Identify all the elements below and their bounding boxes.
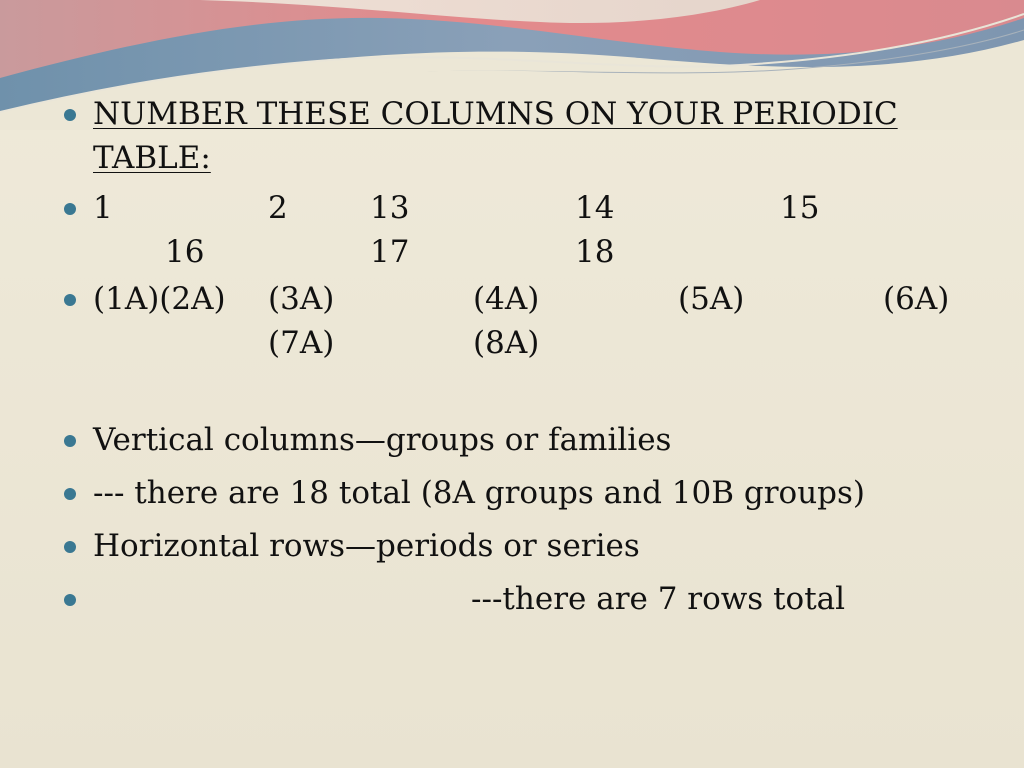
bullet-seven-rows — [64, 577, 984, 621]
group-number: 2 — [268, 190, 288, 226]
numbers-line-1 — [93, 186, 984, 230]
group-number: 15 — [780, 190, 820, 226]
group-label: (6A) — [883, 281, 950, 317]
group-label: (1A)(2A) — [93, 281, 226, 317]
group-label: (7A) — [268, 325, 335, 361]
bullet-group-letters — [64, 277, 984, 365]
group-label: (8A) — [473, 325, 540, 361]
bullet-eighteen-total: --- there are 18 total (8A groups and 10B groups) — [64, 471, 984, 515]
groups-line-1 — [93, 277, 984, 321]
bullet-horizontal-rows: Horizontal rows—periods or series — [64, 524, 984, 568]
group-label: (4A) — [473, 281, 540, 317]
group-number: 14 — [575, 190, 615, 226]
group-number: 18 — [575, 234, 615, 270]
group-label: (5A) — [678, 281, 745, 317]
group-number: 16 — [165, 234, 205, 270]
slide-content — [64, 92, 984, 630]
bullet-group-numbers — [64, 186, 984, 274]
numbers-line-2 — [93, 230, 984, 274]
bullet-title — [64, 92, 984, 180]
title-line-1: NUMBER THESE COLUMNS ON YOUR PERIODIC — [93, 96, 898, 132]
group-number: 13 — [370, 190, 410, 226]
bullet-vertical-columns: Vertical columns—groups or families — [64, 418, 984, 462]
groups-line-2 — [93, 321, 984, 365]
group-number: 17 — [370, 234, 410, 270]
group-number: 1 — [93, 190, 113, 226]
title-line-2: TABLE: — [93, 140, 211, 176]
seven-rows-text: ---there are 7 rows total — [471, 581, 846, 617]
group-label: (3A) — [268, 281, 335, 317]
